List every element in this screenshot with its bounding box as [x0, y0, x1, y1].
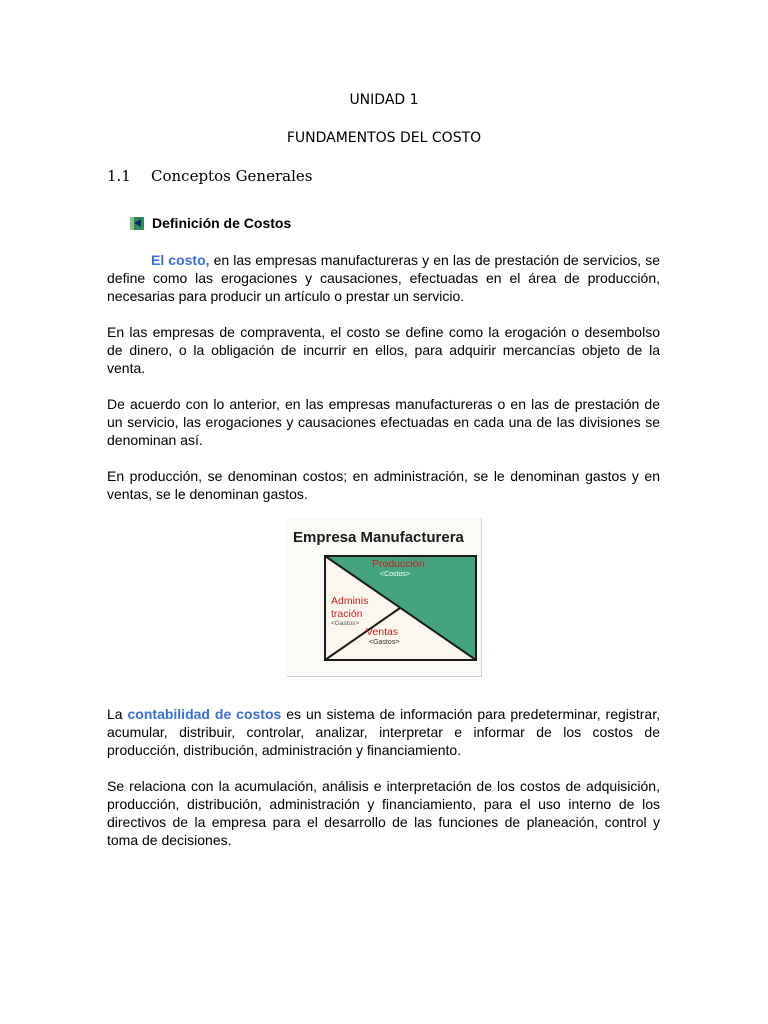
section-title: Conceptos Generales	[151, 167, 313, 185]
admin-label-line1: Adminis	[331, 595, 369, 607]
ventas-label: Ventas	[366, 626, 399, 638]
chapter-title: FUNDAMENTOS DEL COSTO	[286, 130, 482, 146]
produccion-sub-label: <Costos>	[380, 571, 410, 578]
paragraph-5	[107, 705, 660, 759]
paragraph-5-text: es un sistema de información para predeterminar, registrar, acumular, distribuir, controlar, analizar, interpretar e informar de los costos de producción, distribución, administración y financiamiento.	[107, 706, 661, 758]
paragraph-1-text: en las empresas manufactureras y en las de prestación de servicios, se define como las erogaciones y causaciones, efectuadas en el área de producción, necesarias para producir un artículo o prestar un servicio.	[107, 252, 660, 304]
bullet-arrow-icon	[130, 217, 144, 230]
unit-heading: UNIDAD 1	[349, 92, 419, 108]
section-heading	[107, 167, 312, 185]
cost-division-diagram	[287, 518, 481, 676]
paragraph-5-lead: La	[107, 706, 128, 722]
paragraph-4: En producción, se denominan costos; en administración, se le denominan gastos y en ventas, se le denominan gastos.	[107, 468, 660, 502]
section-number: 1.1	[107, 167, 131, 185]
admin-label-line2: tración	[331, 608, 363, 620]
ventas-sub-label: <Gastos>	[369, 639, 400, 646]
highlight-term-contabilidad: contabilidad de costos	[127, 706, 282, 722]
highlight-term-costo: El costo,	[151, 252, 210, 268]
manufacturing-company-figure	[287, 518, 482, 677]
figure-title: Empresa Manufacturera	[293, 529, 464, 546]
paragraph-2: En las empresas de compraventa, el costo se define como la erogación o desembolso de dinero, o la obligación de incurrir en ellos, para adquirir mercancías objeto de la venta.	[107, 324, 660, 376]
subsection-title: Definición de Costos	[152, 215, 292, 231]
produccion-label: Producción	[372, 558, 425, 570]
paragraph-3: De acuerdo con lo anterior, en las empresas manufactureras o en las de prestación de un servicio, las erogaciones y causaciones efectuadas en cada una de las divisiones se denominan así.	[107, 396, 660, 448]
paragraph-1	[107, 251, 660, 305]
subsection-heading	[130, 215, 291, 231]
admin-sub-label: <Gastos>	[331, 620, 360, 627]
paragraph-6: Se relaciona con la acumulación, análisis e interpretación de los costos de adquisición, producción, distribución, administración y financiamiento, para el uso interno de los directivos de la empresa para el desarrollo de las funciones de planeación, control y toma de decisiones.	[107, 778, 660, 848]
